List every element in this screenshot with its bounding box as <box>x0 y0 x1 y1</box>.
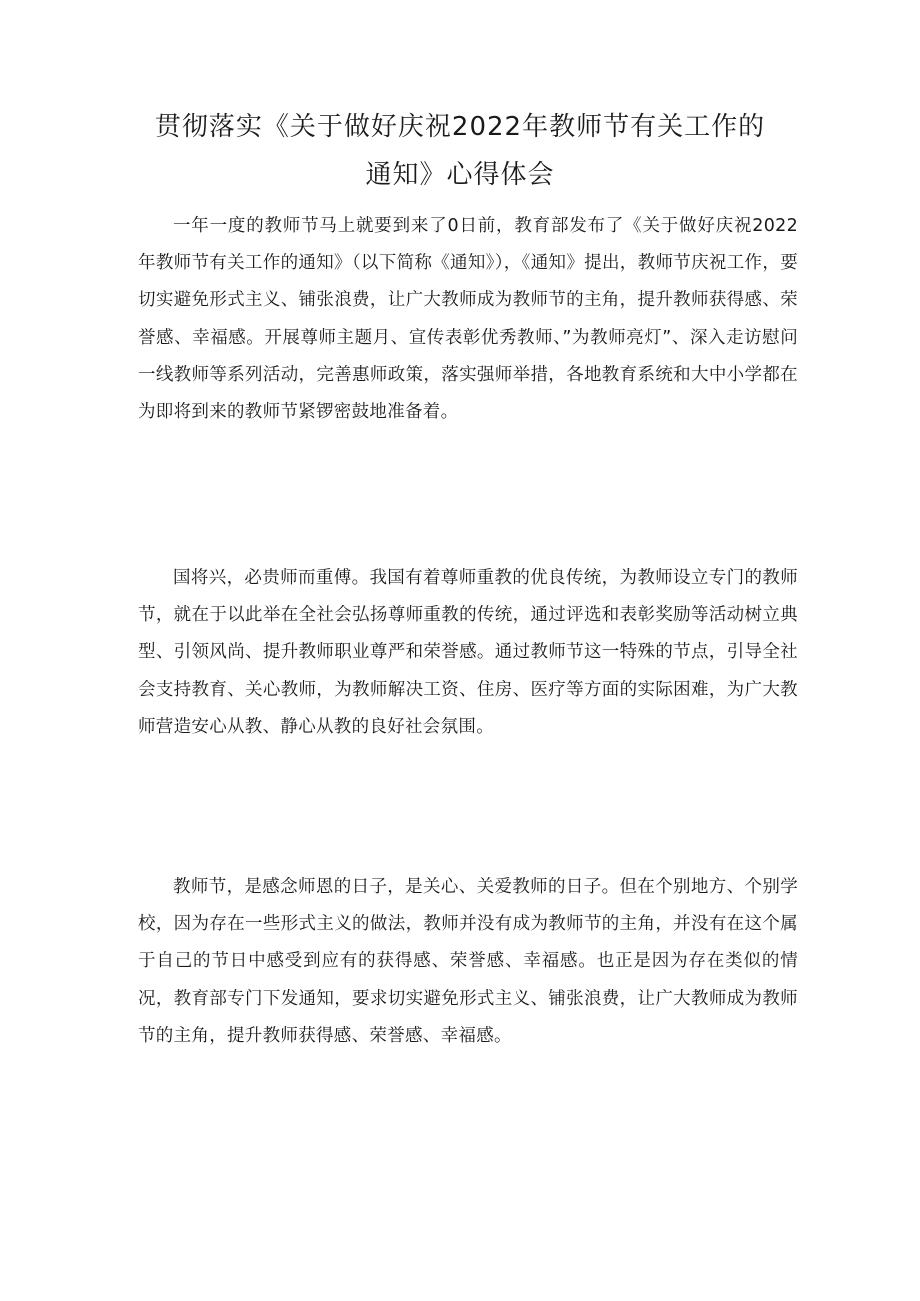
paragraph-3: 教师节，是感念师恩的日子，是关心、关爱教师的日子。但在个别地方、个别学校，因为存在一些形式主义的做法，教师并没有成为教师节的主角，并没有在这个属于自己的节日中感受到应有的获得感、荣誉感、幸福感。也正是因为存在类似的情况，教育部专门下发通知，要求切实避免形式主义、铺张浪费，让广大教师成为教师节的主角，提升教师获得感、荣誉感、幸福感。 <box>138 877 798 1046</box>
title-line-2: 通知》心得体会 <box>365 160 555 190</box>
title-line-1: 贯彻落实《关于做好庆祝2022年教师节有关工作的 <box>154 112 766 142</box>
paragraph-2: 国将兴，必贵师而重傅。我国有着尊师重教的优良传统，为教师设立专门的教师节，就在于以此举在全社会弘扬尊师重教的传统，通过评选和表彰奖励等活动树立典型、引领风尚、提升教师职业尊严和荣誉感。通过教师节这一特殊的节点，引导全社会支持教育、关心教师，为教师解决工资、住房、医疗等方面的实际困难，为广大教师营造安心从教、静心从教的良好社会氛围。 <box>138 568 798 737</box>
paragraph-1: 一年一度的教师节马上就要到来了0日前，教育部发布了《关于做好庆祝2022年教师节有关工作的通知》（以下简称《通知》），《通知》提出，教师节庆祝工作，要切实避免形式主义、铺张浪费，让广大教师成为教师节的主角，提升教师获得感、荣誉感、幸福感。开展尊师主题月、宣传表彰优秀教师、”为教师亮灯”、深入走访慰问一线教师等系列活动，完善惠师政策，落实强师举措，各地教育系统和大中小学都在为即将到来的教师节紧锣密鼓地准备着。 <box>138 216 798 423</box>
document-title <box>120 103 800 199</box>
